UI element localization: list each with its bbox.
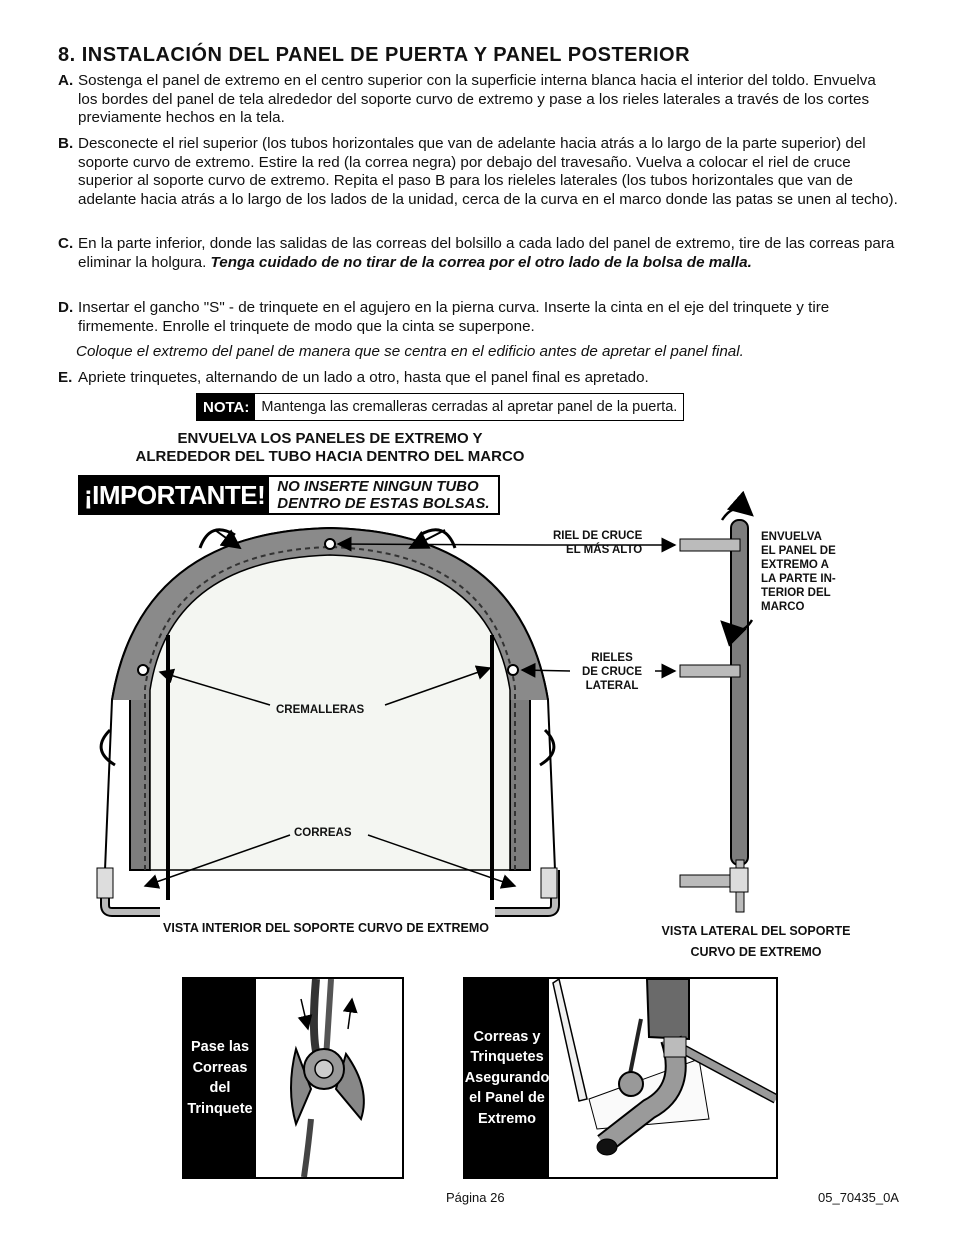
label-top-rail bbox=[553, 529, 642, 557]
wrap-heading-line: ALREDEDOR DEL TUBO HACIA DENTRO DEL MARCO bbox=[135, 448, 525, 465]
document-code: 05_70435_0A bbox=[818, 1190, 899, 1205]
panel-left-label bbox=[184, 979, 256, 1177]
label-wrap-line: LA PARTE IN- bbox=[761, 573, 836, 585]
step-e-text: Apriete trinquetes, alternando de un lado a otro, hasta que el panel final es apretado. bbox=[78, 369, 649, 386]
panel-right-label-line: Extremo bbox=[477, 1110, 537, 1127]
frame-corner-illustration bbox=[549, 979, 776, 1177]
nota-message: Mantenga las cremalleras cerradas al apretar panel de la puerta. bbox=[261, 399, 678, 415]
label-wrap-line: TERIOR DEL bbox=[761, 587, 831, 599]
ratchet-illustration bbox=[256, 979, 402, 1177]
label-side-rails-line: DE CRUCE bbox=[581, 666, 643, 678]
step-a-label: A. bbox=[58, 72, 74, 89]
panel-right-label-line: Trinquetes bbox=[470, 1049, 544, 1066]
label-top-rail-line: RIEL DE CRUCE bbox=[553, 530, 643, 542]
label-wrap-line: EXTREMO A bbox=[761, 559, 829, 571]
page-number: Página 26 bbox=[446, 1190, 505, 1205]
caption-side-view bbox=[630, 921, 882, 963]
panel-right-label bbox=[465, 979, 549, 1177]
label-wrap-line: ENVUELVA bbox=[761, 531, 822, 543]
label-side-rails bbox=[576, 651, 648, 693]
label-top-rail-line: EL MÁS ALTO bbox=[566, 544, 643, 556]
panel-left-label-line: del bbox=[209, 1080, 231, 1096]
caption-inside-view: VISTA INTERIOR DEL SOPORTE CURVO DE EXTREMO bbox=[163, 921, 489, 935]
panel-pass-straps bbox=[182, 977, 404, 1179]
important-label: ¡IMPORTANTE! bbox=[80, 477, 269, 513]
wrap-heading-line: ENVUELVA LOS PANELES DE EXTREMO Y bbox=[177, 430, 483, 447]
panel-left-label-line: Correas bbox=[192, 1059, 248, 1076]
panel-straps-ratchets bbox=[463, 977, 778, 1179]
panel-right-label-line: el Panel de bbox=[469, 1090, 545, 1107]
step-c-text: En la parte inferior, donde las salidas de las correas del bolsillo a cada lado del panel de extremo, tire de las correas para eliminar la holgura. bbox=[78, 235, 895, 271]
section-title: 8. INSTALACIÓN DEL PANEL DE PUERTA Y PANEL POSTERIOR bbox=[58, 44, 691, 66]
important-note-line: DENTRO DE ESTAS BOLSAS. bbox=[277, 495, 490, 512]
label-wrap bbox=[761, 530, 836, 614]
step-b-text: Desconecte el riel superior (los tubos horizontales que van de adelante hacia atrás a lo largo de la parte superior) del soporte curvo de extremo. Estire la red (la correa negra) por debajo del travesaño. Vuelva a colocar el riel de cruce superior al soporte curvo de extremo. Repita el paso B para los rieleles laterales (los tubos horizontales que van de adelante hacia atrás a lo largo de los lados de la unidad, cerca de la curva en el marco donde las patas se unen al techo). bbox=[78, 135, 898, 208]
label-side-rails-line: RIELES bbox=[591, 652, 633, 664]
label-zippers: CREMALLERAS bbox=[276, 704, 365, 716]
label-side-rails-line: LATERAL bbox=[585, 680, 639, 692]
step-d-label: D. bbox=[58, 299, 74, 316]
step-a-text: Sostenga el panel de extremo en el centro superior con la superficie interna blanca hacia el interior del toldo. Envuelva los bordes del panel de tela alrededor del soporte curvo de extremo y pase a los rieles laterales a través de los cortes previamente hechos en la tela. bbox=[78, 72, 876, 126]
panel-right-label-line: Asegurando bbox=[464, 1069, 550, 1086]
step-e-label: E. bbox=[58, 369, 73, 386]
caption-side-line: VISTA LATERAL DEL SOPORTE bbox=[661, 924, 851, 938]
panel-right-label-line: Correas y bbox=[473, 1028, 541, 1045]
nota-tag: NOTA: bbox=[197, 394, 255, 420]
step-c-label: C. bbox=[58, 235, 74, 252]
step-c-warning: Tenga cuidado de no tirar de la correa por el otro lado de la bolsa de malla. bbox=[210, 253, 752, 271]
panel-left-label-line: Trinquete bbox=[187, 1100, 253, 1117]
label-wrap-line: MARCO bbox=[761, 601, 805, 613]
step-b-label: B. bbox=[58, 135, 74, 152]
side-post bbox=[731, 520, 748, 865]
important-note-line: NO INSERTE NINGUN TUBO bbox=[277, 478, 479, 495]
step-d-text: Insertar el gancho "S" - de trinquete en el agujero en la pierna curva. Inserte la cinta en el eje del trinquete y tire firmemente. Enrolle el trinquete de modo que la cinta se superpone. bbox=[78, 299, 830, 335]
top-rail-stub bbox=[680, 539, 740, 551]
panel-left-label-line: Pase las bbox=[190, 1039, 250, 1055]
step-d-note: Coloque el extremo del panel de manera que se centra en el edificio antes de apretar el panel final. bbox=[76, 343, 744, 360]
caption-side-line: CURVO DE EXTREMO bbox=[690, 945, 822, 959]
label-straps: CORREAS bbox=[294, 827, 352, 839]
side-rail-stub bbox=[680, 665, 740, 677]
label-wrap-line: EL PANEL DE bbox=[761, 545, 836, 557]
